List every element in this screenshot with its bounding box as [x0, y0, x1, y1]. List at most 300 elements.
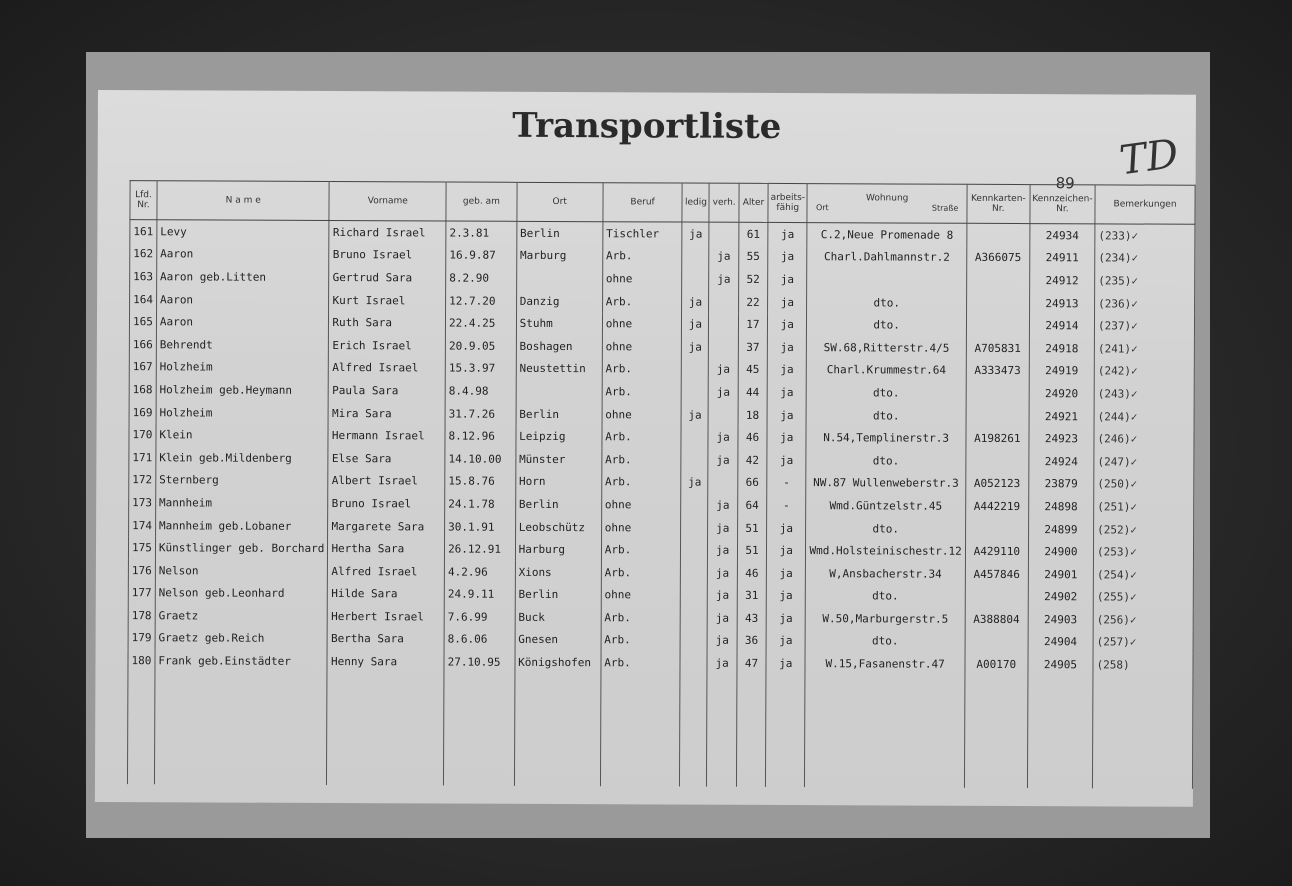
cell-vorname: Herbert Israel [328, 605, 445, 628]
cell-ledig [681, 448, 708, 471]
cell-verh: ja [709, 268, 739, 291]
cell-bemerkungen: (233)✓ [1095, 224, 1195, 248]
cell-arbeitsfaehig: ja [766, 607, 806, 630]
cell-beruf: ohne [601, 584, 681, 607]
cell-ledig [680, 652, 707, 675]
cell-alter: 31 [737, 584, 766, 607]
cell-wohnung: NW.87 Wullenweberstr.3 [806, 472, 965, 495]
cell-ledig [682, 245, 709, 268]
cell-arbeitsfaehig: - [767, 494, 807, 517]
cell-bemerkungen: (246)✓ [1094, 428, 1194, 451]
cell-nr: 171 [129, 446, 156, 469]
cell-verh: ja [708, 516, 738, 539]
cell-bemerkungen: (258) [1093, 654, 1193, 677]
cell-nr: 174 [129, 514, 156, 537]
cell-verh: ja [708, 584, 738, 607]
header-beruf: Beruf [603, 183, 683, 222]
cell-ledig [681, 584, 708, 607]
cell-kennkarten [965, 518, 1028, 541]
cell-bemerkungen: (256)✓ [1093, 608, 1193, 631]
cell-kennkarten [966, 405, 1029, 428]
cell-verh [709, 313, 739, 336]
cell-name: Holzheim geb.Heymann [156, 378, 329, 401]
cell-arbeitsfaehig: ja [767, 449, 807, 472]
cell-ort: Neustettin [516, 357, 602, 380]
cell-wohnung: dto. [807, 381, 966, 404]
cell-wohnung: Charl.Dahlmannstr.2 [807, 246, 966, 269]
header-row [130, 181, 1195, 225]
cell-alter: 51 [737, 539, 766, 562]
cell-wohnung: Charl.Krummestr.64 [807, 359, 966, 382]
cell-alter: 66 [738, 471, 767, 494]
cell-alter: 55 [739, 245, 768, 268]
cell-beruf: ohne [602, 403, 682, 426]
cell-geb: 24.9.11 [444, 583, 515, 606]
cell-arbeitsfaehig: ja [767, 517, 807, 540]
cell-verh [708, 403, 738, 426]
header-wohnung-strasse: Straße [931, 203, 959, 213]
cell-bemerkungen: (255)✓ [1093, 586, 1193, 609]
cell-arbeitsfaehig: ja [768, 268, 808, 291]
cell-geb: 8.2.90 [446, 267, 517, 290]
cell-geb: 8.4.98 [445, 380, 516, 403]
cell-kennkarten: A366075 [967, 246, 1030, 269]
cell-beruf: Arb. [601, 629, 681, 652]
cell-nr: 164 [130, 288, 157, 311]
cell-kennkarten: A429110 [965, 540, 1028, 563]
cell-kennzeichen: 24899 [1028, 518, 1093, 541]
cell-ledig: ja [682, 222, 709, 245]
cell-alter: 46 [737, 562, 766, 585]
cell-wohnung: W,Ansbacherstr.34 [806, 562, 965, 585]
cell-verh [709, 222, 739, 245]
cell-alter: 37 [738, 336, 767, 359]
cell-kennzeichen: 24902 [1028, 586, 1093, 609]
header-lfd: Lfd. Nr. [130, 181, 157, 220]
cell-ledig [681, 539, 708, 562]
cell-alter: 51 [737, 517, 766, 540]
cell-kennkarten [966, 292, 1029, 315]
cell-nr: 169 [129, 401, 156, 424]
cell-verh: ja [707, 652, 737, 675]
cell-bemerkungen: (253)✓ [1094, 541, 1194, 564]
cell-alter: 44 [738, 381, 767, 404]
cell-beruf: Arb. [601, 471, 681, 494]
cell-kennkarten: A198261 [966, 427, 1029, 450]
cell-arbeitsfaehig: - [767, 471, 807, 494]
cell-kennkarten [966, 314, 1029, 337]
cell-verh [709, 290, 739, 313]
cell-nr: 175 [128, 536, 155, 559]
empty-row [127, 672, 1192, 789]
cell-kennzeichen: 24903 [1028, 608, 1093, 631]
cell-name: Nelson [155, 559, 328, 582]
cell-kennkarten: A052123 [966, 472, 1029, 495]
cell-kennkarten: A457846 [965, 563, 1028, 586]
page-number: 89 [1055, 174, 1075, 193]
cell-vorname: Hilde Sara [328, 583, 445, 606]
cell-kennzeichen: 24901 [1028, 563, 1093, 586]
cell-vorname: Richard Israel [329, 221, 446, 245]
cell-alter: 17 [738, 313, 767, 336]
cell-wohnung: W.50,Marburgerstr.5 [806, 607, 965, 630]
cell-name: Klein [156, 424, 329, 447]
cell-kennzeichen: 23879 [1029, 473, 1094, 496]
cell-arbeitsfaehig: ja [766, 539, 806, 562]
cell-wohnung: dto. [806, 517, 965, 540]
cell-ledig [682, 268, 709, 291]
cell-beruf: ohne [601, 516, 681, 539]
cell-name: Levy [157, 220, 330, 244]
cell-name: Aaron [156, 311, 329, 334]
cell-kennkarten: A705831 [966, 337, 1029, 360]
cell-kennzeichen: 24923 [1029, 427, 1094, 450]
header-bemerkungen: Bemerkungen [1095, 185, 1195, 224]
cell-arbeitsfaehig: ja [767, 381, 807, 404]
cell-bemerkungen: (254)✓ [1093, 563, 1193, 586]
cell-verh: ja [707, 629, 737, 652]
cell-ledig [682, 381, 709, 404]
cell-ort [516, 267, 602, 290]
cell-beruf: ohne [601, 493, 681, 516]
cell-geb: 26.12.91 [445, 538, 516, 561]
cell-arbeitsfaehig: ja [767, 426, 807, 449]
cell-beruf: Arb. [602, 358, 682, 381]
cell-vorname: Henny Sara [327, 650, 444, 673]
cell-wohnung: N.54,Templinerstr.3 [806, 426, 965, 449]
cell-geb: 27.10.95 [444, 651, 515, 674]
cell-vorname: Hermann Israel [328, 424, 445, 447]
cell-nr: 166 [129, 333, 156, 356]
cell-alter: 64 [738, 494, 767, 517]
cell-verh: ja [708, 494, 738, 517]
cell-geb: 30.1.91 [445, 515, 516, 538]
cell-geb: 24.1.78 [445, 493, 516, 516]
cell-bemerkungen: (242)✓ [1094, 360, 1194, 383]
cell-wohnung: dto. [806, 630, 965, 653]
header-kennkarten: Kennkarten-Nr. [967, 184, 1030, 223]
cell-geb: 15.3.97 [445, 357, 516, 380]
cell-bemerkungen: (251)✓ [1094, 495, 1194, 518]
cell-beruf: Arb. [602, 245, 682, 268]
cell-name: Graetz [155, 604, 328, 627]
cell-beruf: Arb. [601, 606, 681, 629]
cell-wohnung: C.2,Neue Promenade 8 [807, 223, 966, 247]
cell-vorname: Bruno Israel [328, 492, 445, 515]
header-wohnung [807, 184, 966, 224]
cell-beruf: Arb. [601, 651, 681, 674]
cell-name: Aaron geb.Litten [157, 265, 330, 288]
cell-nr: 167 [129, 356, 156, 379]
cell-bemerkungen: (235)✓ [1095, 270, 1195, 293]
cell-arbeitsfaehig: ja [768, 291, 808, 314]
cell-verh [709, 336, 739, 359]
cell-geb: 15.8.76 [445, 470, 516, 493]
cell-nr: 180 [128, 649, 155, 672]
cell-nr: 163 [130, 265, 157, 288]
cell-bemerkungen: (247)✓ [1094, 450, 1194, 473]
cell-kennkarten [966, 382, 1029, 405]
cell-wohnung: SW.68,Ritterstr.4/5 [807, 336, 966, 359]
header-ledig: ledig [682, 183, 709, 222]
cell-nr: 173 [129, 491, 156, 514]
cell-name: Frank geb.Einstädter [155, 650, 328, 673]
header-arbeitsfaehig: arbeits-fähig [768, 183, 808, 222]
cell-kennzeichen: 24912 [1029, 269, 1094, 292]
cell-bemerkungen: (244)✓ [1094, 405, 1194, 428]
cell-ledig [680, 629, 707, 652]
cell-name: Holzheim [156, 356, 329, 379]
cell-arbeitsfaehig: ja [766, 562, 806, 585]
cell-verh: ja [708, 426, 738, 449]
header-name: N a m e [157, 181, 330, 221]
cell-beruf: Tischler [603, 222, 683, 245]
cell-ort: Münster [516, 448, 602, 471]
cell-arbeitsfaehig: ja [767, 336, 807, 359]
cell-alter: 46 [738, 426, 767, 449]
cell-kennkarten: A00170 [965, 653, 1028, 676]
cell-beruf: Arb. [602, 380, 682, 403]
cell-name: Aaron [156, 288, 329, 311]
cell-ort: Buck [515, 606, 601, 629]
cell-name: Holzheim [156, 401, 329, 424]
cell-name: Künstlinger geb. Borchard [155, 537, 328, 560]
cell-arbeitsfaehig: ja [766, 652, 806, 675]
cell-ledig [682, 358, 709, 381]
cell-kennzeichen: 24921 [1029, 405, 1094, 428]
cell-bemerkungen: (243)✓ [1094, 383, 1194, 406]
cell-alter: 36 [737, 629, 766, 652]
cell-ledig: ja [682, 336, 709, 359]
cell-geb: 31.7.26 [445, 402, 516, 425]
cell-wohnung: dto. [806, 449, 965, 472]
cell-name: Nelson geb.Leonhard [155, 582, 328, 605]
header-verh: verh. [709, 183, 739, 222]
cell-vorname: Erich Israel [329, 334, 446, 357]
cell-geb: 4.2.96 [444, 560, 515, 583]
cell-vorname: Else Sara [328, 447, 445, 470]
cell-ledig [681, 494, 708, 517]
cell-bemerkungen: (252)✓ [1094, 518, 1194, 541]
cell-vorname: Albert Israel [328, 470, 445, 493]
cell-ledig [681, 561, 708, 584]
cell-verh [708, 471, 738, 494]
cell-name: Graetz geb.Reich [155, 627, 328, 650]
header-ort: Ort [517, 182, 603, 221]
cell-geb: 8.6.06 [444, 628, 515, 651]
transport-table [127, 180, 1196, 789]
cell-ort: Königshofen [515, 651, 601, 674]
cell-ort: Berlin [517, 221, 603, 244]
cell-ort: Gnesen [515, 629, 601, 652]
cell-wohnung: dto. [807, 313, 966, 336]
cell-beruf: ohne [602, 267, 682, 290]
cell-verh: ja [708, 562, 738, 585]
header-vorname: Vorname [329, 182, 446, 222]
cell-wohnung: W.15,Fasanenstr.47 [805, 652, 964, 675]
cell-kennzeichen: 24911 [1029, 247, 1094, 270]
cell-vorname: Hertha Sara [328, 537, 445, 560]
cell-ort: Leobschütz [515, 516, 601, 539]
cell-alter: 45 [738, 358, 767, 381]
cell-ort: Boshagen [516, 335, 602, 358]
cell-vorname: Gertrud Sara [329, 266, 446, 289]
cell-alter: 18 [738, 404, 767, 427]
cell-ort: Xions [515, 561, 601, 584]
cell-vorname: Paula Sara [329, 379, 446, 402]
cell-nr: 176 [128, 559, 155, 582]
cell-beruf: ohne [602, 335, 682, 358]
cell-alter: 43 [737, 607, 766, 630]
cell-kennzeichen: 24914 [1029, 314, 1094, 337]
cell-kennzeichen: 24918 [1029, 337, 1094, 360]
cell-vorname: Ruth Sara [329, 311, 446, 334]
cell-wohnung: dto. [807, 404, 966, 427]
cell-kennkarten [965, 585, 1028, 608]
cell-beruf: ohne [602, 313, 682, 336]
cell-ledig [681, 516, 708, 539]
cell-ort: Berlin [515, 583, 601, 606]
cell-ort: Harburg [515, 538, 601, 561]
cell-verh: ja [708, 449, 738, 472]
cell-geb: 7.6.99 [444, 606, 515, 629]
cell-ledig [681, 426, 708, 449]
cell-nr: 177 [128, 582, 155, 605]
cell-ort: Horn [515, 470, 601, 493]
cell-nr: 170 [129, 423, 156, 446]
cell-alter: 42 [738, 449, 767, 472]
cell-nr: 165 [129, 311, 156, 334]
cell-name: Klein geb.Mildenberg [156, 446, 329, 469]
cell-arbeitsfaehig: ja [768, 246, 808, 269]
cell-bemerkungen: (250)✓ [1094, 473, 1194, 496]
cell-arbeitsfaehig: ja [767, 404, 807, 427]
cell-arbeitsfaehig: ja [766, 584, 806, 607]
cell-vorname: Margarete Sara [328, 515, 445, 538]
cell-arbeitsfaehig: ja [768, 222, 808, 245]
table-body [127, 220, 1194, 789]
cell-arbeitsfaehig: ja [767, 313, 807, 336]
cell-nr: 178 [128, 604, 155, 627]
cell-nr: 168 [129, 378, 156, 401]
cell-vorname: Alfred Israel [328, 560, 445, 583]
cell-kennzeichen: 24900 [1028, 540, 1093, 563]
header-wohnung-ort: Ort [815, 203, 829, 213]
cell-ort: Danzig [516, 290, 602, 313]
cell-kennkarten: A388804 [965, 608, 1028, 631]
cell-kennkarten [967, 223, 1030, 246]
cell-beruf: Arb. [602, 448, 682, 471]
cell-kennkarten: A442219 [965, 495, 1028, 518]
cell-kennzeichen: 24904 [1028, 631, 1093, 654]
cell-geb: 14.10.00 [445, 447, 516, 470]
cell-nr: 162 [130, 243, 157, 266]
header-wohnung-sub [810, 203, 964, 214]
cell-geb: 8.12.96 [445, 425, 516, 448]
cell-verh: ja [708, 607, 738, 630]
cell-geb: 22.4.25 [446, 312, 517, 335]
cell-ledig: ja [681, 403, 708, 426]
cell-wohnung: dto. [807, 291, 966, 314]
cell-bemerkungen: (236)✓ [1095, 292, 1195, 315]
cell-bemerkungen: (241)✓ [1094, 337, 1194, 360]
cell-vorname: Kurt Israel [329, 289, 446, 312]
header-kennzeichen: Kennzeichen-Nr. [1030, 185, 1095, 224]
cell-kennzeichen: 24905 [1028, 653, 1093, 676]
cell-vorname: Bruno Israel [329, 244, 446, 267]
cell-vorname: Mira Sara [328, 402, 445, 425]
cell-alter: 47 [737, 652, 766, 675]
cell-wohnung: Wmd.Güntzelstr.45 [806, 494, 965, 517]
document-title: Transportliste [512, 105, 782, 147]
cell-kennkarten [965, 630, 1028, 653]
cell-geb: 12.7.20 [446, 289, 517, 312]
cell-kennkarten: A333473 [966, 359, 1029, 382]
cell-kennzeichen: 24898 [1028, 495, 1093, 518]
transport-list-sheet [95, 90, 1196, 807]
handwritten-mark: TD [1116, 130, 1182, 185]
cell-verh: ja [708, 539, 738, 562]
cell-beruf: Arb. [602, 426, 682, 449]
cell-ort [516, 380, 602, 403]
cell-kennzeichen: 24920 [1029, 382, 1094, 405]
cell-alter: 61 [739, 222, 768, 245]
cell-beruf: Arb. [602, 290, 682, 313]
cell-verh: ja [709, 381, 739, 404]
cell-kennzeichen: 24934 [1030, 224, 1095, 247]
cell-nr: 179 [128, 627, 155, 650]
cell-wohnung: Wmd.Holsteinischestr.12 [806, 539, 965, 562]
cell-geb: 2.3.81 [446, 221, 517, 244]
cell-alter: 22 [738, 291, 767, 314]
cell-vorname: Bertha Sara [328, 628, 445, 651]
cell-bemerkungen: (234)✓ [1095, 247, 1195, 270]
cell-verh: ja [709, 245, 739, 268]
cell-kennkarten [966, 269, 1029, 292]
cell-kennzeichen: 24924 [1029, 450, 1094, 473]
cell-ort: Marburg [516, 244, 602, 267]
header-alter: Alter [739, 183, 768, 222]
cell-ort: Stuhm [516, 312, 602, 335]
cell-beruf: Arb. [601, 561, 681, 584]
cell-geb: 20.9.05 [445, 334, 516, 357]
header-geb-am: geb. am [446, 182, 517, 221]
cell-name: Behrendt [156, 333, 329, 356]
cell-name: Aaron [157, 243, 330, 266]
cell-bemerkungen: (237)✓ [1095, 315, 1195, 338]
cell-geb: 16.9.87 [446, 244, 517, 267]
cell-ledig: ja [682, 313, 709, 336]
cell-nr: 172 [129, 469, 156, 492]
cell-beruf: Arb. [601, 539, 681, 562]
cell-kennkarten [966, 450, 1029, 473]
cell-name: Mannheim [156, 491, 329, 514]
cell-nr: 161 [130, 220, 157, 243]
header-wohnung-label: Wohnung [865, 193, 909, 204]
cell-ort: Berlin [516, 403, 602, 426]
cell-alter: 52 [739, 268, 768, 291]
cell-ort: Leipzig [516, 425, 602, 448]
cell-bemerkungen: (257)✓ [1093, 631, 1193, 654]
cell-name: Mannheim geb.Lobaner [155, 514, 328, 537]
cell-wohnung: dto. [806, 585, 965, 608]
cell-ledig: ja [681, 471, 708, 494]
cell-ort: Berlin [515, 493, 601, 516]
cell-vorname: Alfred Israel [329, 357, 446, 380]
cell-ledig: ja [682, 290, 709, 313]
cell-ledig [681, 607, 708, 630]
cell-wohnung [807, 268, 966, 291]
